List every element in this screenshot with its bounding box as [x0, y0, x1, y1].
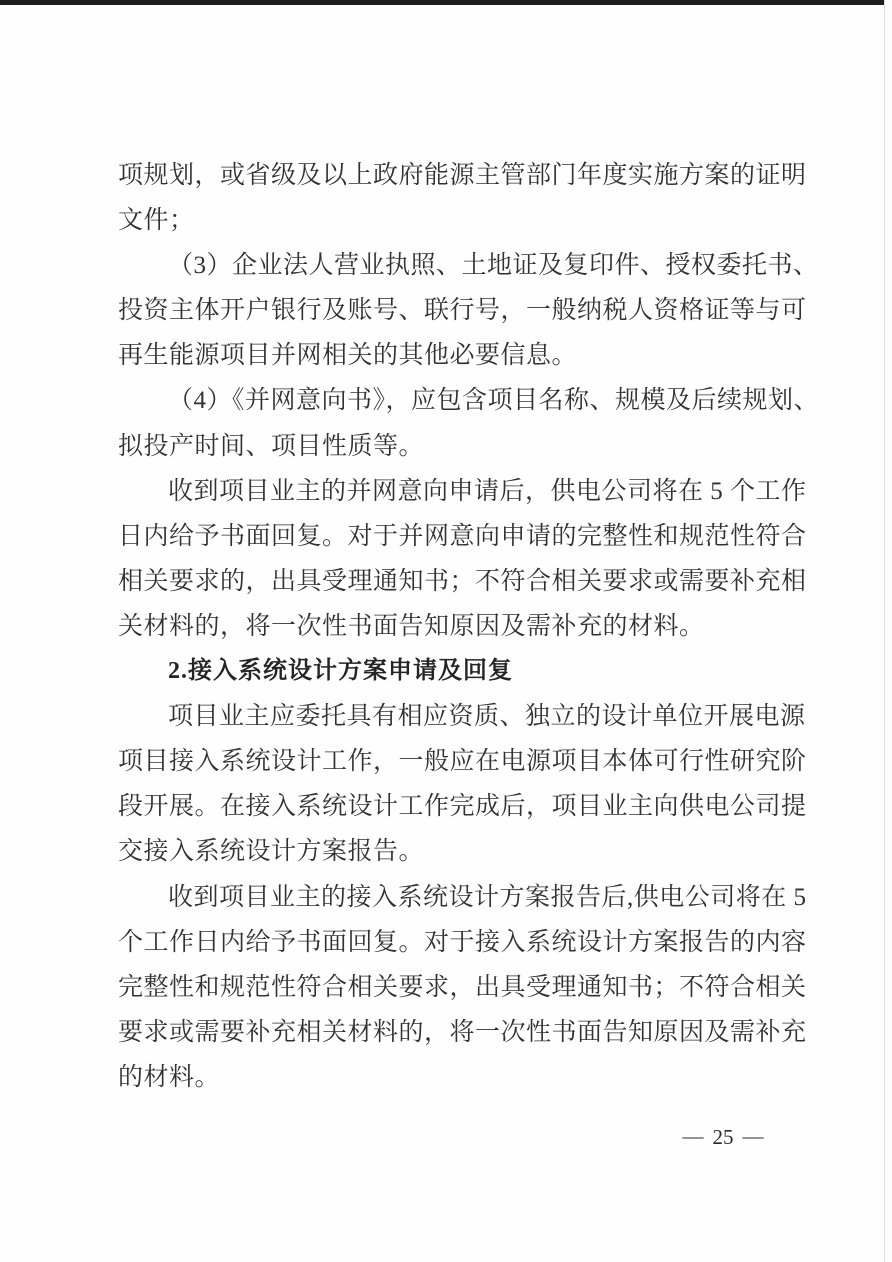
- text-line: 文件；: [118, 207, 195, 235]
- text-line: 关材料的，将一次性书面告知原因及需补充的材料。: [118, 612, 705, 640]
- page-number: 25: [712, 1124, 734, 1149]
- text-line: （3）企业法人营业执照、土地证及复印件、授权委托书、: [168, 252, 819, 280]
- text-line: 交接入系统设计方案报告。: [118, 838, 425, 866]
- text-line: 拟投产时间、项目性质等。: [118, 432, 425, 460]
- text-line: 要求或需要补充相关材料的，将一次性书面告知原因及需补充: [118, 1018, 807, 1046]
- document-content: [118, 153, 820, 1100]
- page-footer: [648, 1122, 798, 1152]
- section-heading: 2.接入系统设计方案申请及回复: [168, 658, 513, 685]
- text-line: 再生能源项目并网相关的其他必要信息。: [118, 342, 578, 370]
- text-line: 完整性和规范性符合相关要求，出具受理通知书；不符合相关: [118, 973, 807, 1001]
- text-line: 项规划，或省级及以上政府能源主管部门年度实施方案的证明: [118, 162, 807, 189]
- text-line: 的材料。: [118, 1063, 221, 1091]
- text-line: （4）《并网意向书》，应包含项目名称、规模及后续规划、: [168, 387, 820, 415]
- text-line: 日内给予书面回复。对于并网意向申请的完整性和规范性符合: [118, 522, 807, 550]
- scan-top-edge: [0, 0, 885, 5]
- text-line: 投资主体开户银行及账号、联行号，一般纳税人资格证等与可: [118, 297, 807, 325]
- footer-dash-right: —: [742, 1123, 764, 1148]
- text-line: 项目业主应委托具有相应资质、独立的设计单位开展电源: [168, 703, 806, 731]
- footer-dash-left: —: [682, 1123, 704, 1148]
- text-line: 收到项目业主的接入系统设计方案报告后,供电公司将在 5: [168, 883, 807, 911]
- text-line: 相关要求的，出具受理通知书；不符合相关要求或需要补充相: [118, 567, 807, 595]
- text-line: 个工作日内给予书面回复。对于接入系统设计方案报告的内容: [118, 928, 807, 956]
- scan-right-strip: [885, 0, 892, 1262]
- text-line: 项目接入系统设计工作，一般应在电源项目本体可行性研究阶: [118, 748, 807, 776]
- text-line: 收到项目业主的并网意向申请后，供电公司将在 5 个工作: [168, 477, 807, 505]
- text-line: 段开展。在接入系统设计工作完成后，项目业主向供电公司提: [118, 793, 807, 821]
